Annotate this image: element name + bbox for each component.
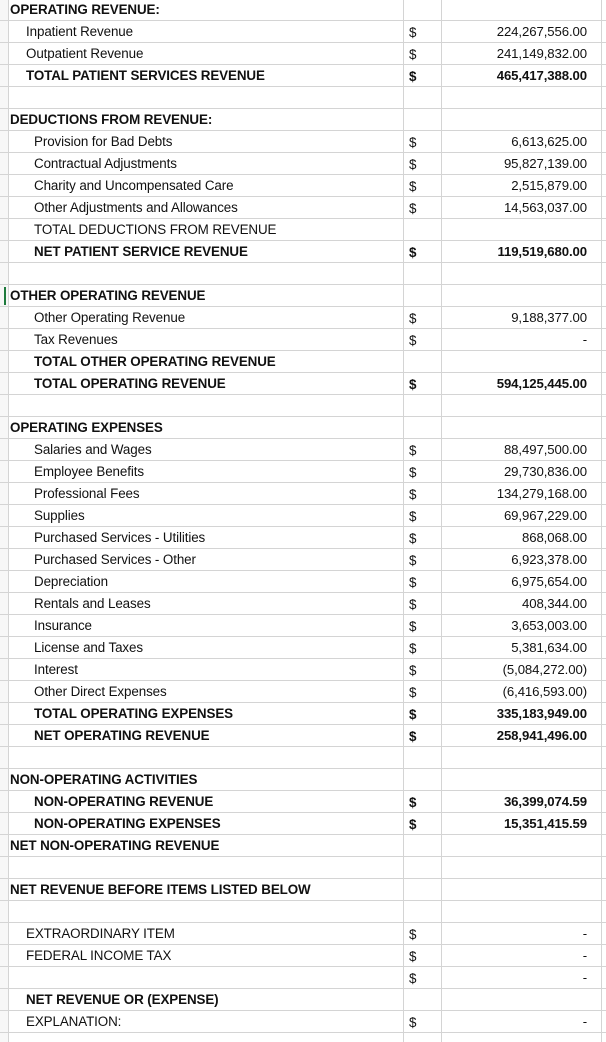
row-label[interactable]: EXPLANATION: xyxy=(26,1014,122,1029)
row-label[interactable]: TOTAL OPERATING EXPENSES xyxy=(34,706,233,721)
amount-cell[interactable]: (5,084,272.00) xyxy=(502,662,587,677)
amount-cell[interactable]: - xyxy=(582,970,587,985)
table-row xyxy=(0,285,606,307)
table-row xyxy=(0,131,606,153)
table-row xyxy=(0,43,606,65)
table-row xyxy=(0,505,606,527)
row-label[interactable]: Rentals and Leases xyxy=(34,596,151,611)
row-label[interactable]: TOTAL PATIENT SERVICES REVENUE xyxy=(26,68,265,83)
currency-symbol[interactable]: $ xyxy=(409,1015,417,1030)
row-label[interactable]: DEDUCTIONS FROM REVENUE: xyxy=(10,112,213,127)
table-row xyxy=(0,835,606,857)
table-row xyxy=(0,65,606,87)
amount-cell[interactable]: 119,519,680.00 xyxy=(497,244,587,259)
table-row xyxy=(0,21,606,43)
table-row xyxy=(0,703,606,725)
table-row xyxy=(0,681,606,703)
row-label[interactable]: Charity and Uncompensated Care xyxy=(34,178,234,193)
amount-cell[interactable]: 465,417,388.00 xyxy=(496,68,587,83)
row-label[interactable]: Supplies xyxy=(34,508,85,523)
row-label[interactable]: Other Direct Expenses xyxy=(34,684,167,699)
amount-cell[interactable]: 2,515,879.00 xyxy=(511,178,587,193)
amount-cell[interactable]: - xyxy=(582,926,587,941)
table-row xyxy=(0,373,606,395)
table-row xyxy=(0,197,606,219)
currency-symbol[interactable]: $ xyxy=(409,729,417,744)
currency-symbol[interactable]: $ xyxy=(409,597,417,612)
table-row xyxy=(0,87,606,109)
row-label[interactable]: NET REVENUE OR (EXPENSE) xyxy=(26,992,219,1007)
amount-cell[interactable]: 594,125,445.00 xyxy=(496,376,587,391)
table-row xyxy=(0,967,606,989)
amount-cell[interactable]: 258,941,496.00 xyxy=(496,728,587,743)
amount-cell[interactable]: 5,381,634.00 xyxy=(511,640,587,655)
table-row xyxy=(0,175,606,197)
table-row xyxy=(0,747,606,769)
amount-cell[interactable]: - xyxy=(582,1014,587,1029)
row-label[interactable]: NON-OPERATING EXPENSES xyxy=(34,816,221,831)
currency-symbol[interactable]: $ xyxy=(409,707,417,722)
currency-symbol[interactable]: $ xyxy=(409,157,417,172)
table-row xyxy=(0,1011,606,1033)
amount-cell[interactable]: 95,827,139.00 xyxy=(503,156,587,171)
amount-cell[interactable]: 868,068.00 xyxy=(521,530,587,545)
currency-symbol[interactable]: $ xyxy=(409,553,417,568)
amount-cell[interactable]: 335,183,949.00 xyxy=(496,706,587,721)
row-label[interactable]: Depreciation xyxy=(34,574,108,589)
row-label[interactable]: Other Adjustments and Allowances xyxy=(34,200,238,215)
row-label[interactable]: TOTAL OTHER OPERATING REVENUE xyxy=(34,354,276,369)
table-row xyxy=(0,241,606,263)
currency-symbol[interactable]: $ xyxy=(409,201,417,216)
row-label[interactable]: Tax Revenues xyxy=(34,332,118,347)
currency-symbol[interactable]: $ xyxy=(409,949,417,964)
currency-symbol[interactable]: $ xyxy=(409,47,417,62)
table-row xyxy=(0,659,606,681)
table-row xyxy=(0,725,606,747)
currency-symbol[interactable]: $ xyxy=(409,377,417,392)
table-row xyxy=(0,527,606,549)
row-label[interactable]: Inpatient Revenue xyxy=(26,24,133,39)
amount-cell[interactable]: - xyxy=(582,332,587,347)
row-label[interactable]: Contractual Adjustments xyxy=(34,156,177,171)
table-row xyxy=(0,395,606,417)
table-row xyxy=(0,813,606,835)
row-label[interactable]: Interest xyxy=(34,662,78,677)
row-label[interactable]: Purchased Services - Utilities xyxy=(34,530,206,545)
table-row xyxy=(0,571,606,593)
table-row xyxy=(0,0,606,21)
amount-cell[interactable]: 6,923,378.00 xyxy=(511,552,587,567)
table-row xyxy=(0,989,606,1011)
table-row xyxy=(0,263,606,285)
table-row xyxy=(0,879,606,901)
row-label[interactable]: NET PATIENT SERVICE REVENUE xyxy=(34,244,248,259)
row-label[interactable]: FEDERAL INCOME TAX xyxy=(26,948,172,963)
row-label[interactable]: Purchased Services - Other xyxy=(34,552,196,567)
currency-symbol[interactable]: $ xyxy=(409,135,417,150)
row-label[interactable]: NET NON-OPERATING REVENUE xyxy=(10,838,220,853)
row-label[interactable]: Insurance xyxy=(34,618,92,633)
table-row xyxy=(0,901,606,923)
currency-symbol[interactable]: $ xyxy=(409,245,417,260)
row-label[interactable]: OPERATING EXPENSES xyxy=(10,420,163,435)
amount-cell[interactable]: 69,967,229.00 xyxy=(503,508,587,523)
currency-symbol[interactable]: $ xyxy=(409,927,417,942)
row-label[interactable]: EXTRAORDINARY ITEM xyxy=(26,926,175,941)
currency-symbol[interactable]: $ xyxy=(409,443,417,458)
amount-cell[interactable]: 6,613,625.00 xyxy=(511,134,587,149)
currency-symbol[interactable]: $ xyxy=(409,509,417,524)
currency-symbol[interactable]: $ xyxy=(409,619,417,634)
table-row xyxy=(0,593,606,615)
row-label[interactable]: Provision for Bad Debts xyxy=(34,134,173,149)
row-label[interactable]: License and Taxes xyxy=(34,640,143,655)
row-label[interactable]: NON-OPERATING ACTIVITIES xyxy=(10,772,198,787)
row-label[interactable]: Employee Benefits xyxy=(34,464,144,479)
table-row xyxy=(0,461,606,483)
row-label[interactable]: NET REVENUE BEFORE ITEMS LISTED BELOW xyxy=(10,882,311,897)
table-row xyxy=(0,857,606,879)
table-row xyxy=(0,637,606,659)
table-row xyxy=(0,351,606,373)
amount-cell[interactable]: 241,149,832.00 xyxy=(496,46,587,61)
table-row xyxy=(0,439,606,461)
table-row xyxy=(0,483,606,505)
row-label[interactable]: Salaries and Wages xyxy=(34,442,152,457)
row-label[interactable]: Outpatient Revenue xyxy=(26,46,144,61)
row-label[interactable]: TOTAL DEDUCTIONS FROM REVENUE xyxy=(34,222,277,237)
table-row xyxy=(0,307,606,329)
currency-symbol[interactable]: $ xyxy=(409,971,417,986)
table-row xyxy=(0,945,606,967)
amount-cell[interactable]: 3,653,003.00 xyxy=(511,618,587,633)
row-label[interactable]: OTHER OPERATING REVENUE xyxy=(10,288,206,303)
table-row xyxy=(0,923,606,945)
amount-cell[interactable]: 14,563,037.00 xyxy=(503,200,587,215)
currency-symbol[interactable]: $ xyxy=(409,663,417,678)
amount-cell[interactable]: 224,267,556.00 xyxy=(496,24,587,39)
table-row xyxy=(0,219,606,241)
amount-cell[interactable]: 15,351,415.59 xyxy=(503,816,587,831)
amount-cell[interactable]: 88,497,500.00 xyxy=(503,442,587,457)
currency-symbol[interactable]: $ xyxy=(409,685,417,700)
amount-cell[interactable]: 134,279,168.00 xyxy=(496,486,587,501)
row-label[interactable]: Other Operating Revenue xyxy=(34,310,186,325)
amount-cell[interactable]: - xyxy=(582,948,587,963)
amount-cell[interactable]: (6,416,593.00) xyxy=(502,684,587,699)
table-row xyxy=(0,109,606,131)
amount-cell[interactable]: 29,730,836.00 xyxy=(503,464,587,479)
currency-symbol[interactable]: $ xyxy=(409,311,417,326)
currency-symbol[interactable]: $ xyxy=(409,465,417,480)
row-label[interactable]: Professional Fees xyxy=(34,486,140,501)
amount-cell[interactable]: 9,188,377.00 xyxy=(511,310,587,325)
currency-symbol[interactable]: $ xyxy=(409,25,417,40)
currency-symbol[interactable]: $ xyxy=(409,531,417,546)
currency-symbol[interactable]: $ xyxy=(409,487,417,502)
currency-symbol[interactable]: $ xyxy=(409,795,417,810)
table-row xyxy=(0,769,606,791)
table-row xyxy=(0,791,606,813)
row-label[interactable]: TOTAL OPERATING REVENUE xyxy=(34,376,226,391)
table-row xyxy=(0,329,606,351)
amount-cell[interactable]: 36,399,074.59 xyxy=(503,794,587,809)
active-cell-indicator xyxy=(4,287,6,305)
amount-cell[interactable]: 6,975,654.00 xyxy=(511,574,587,589)
row-label[interactable]: NON-OPERATING REVENUE xyxy=(34,794,214,809)
currency-symbol[interactable]: $ xyxy=(409,179,417,194)
table-row xyxy=(0,153,606,175)
table-row xyxy=(0,615,606,637)
amount-cell[interactable]: 408,344.00 xyxy=(521,596,587,611)
table-row xyxy=(0,417,606,439)
table-row xyxy=(0,549,606,571)
currency-symbol[interactable]: $ xyxy=(409,641,417,656)
row-label[interactable]: OPERATING REVENUE: xyxy=(10,2,160,17)
row-label[interactable]: NET OPERATING REVENUE xyxy=(34,728,210,743)
currency-symbol[interactable]: $ xyxy=(409,817,417,832)
currency-symbol[interactable]: $ xyxy=(409,333,417,348)
currency-symbol[interactable]: $ xyxy=(409,575,417,590)
currency-symbol[interactable]: $ xyxy=(409,69,417,84)
